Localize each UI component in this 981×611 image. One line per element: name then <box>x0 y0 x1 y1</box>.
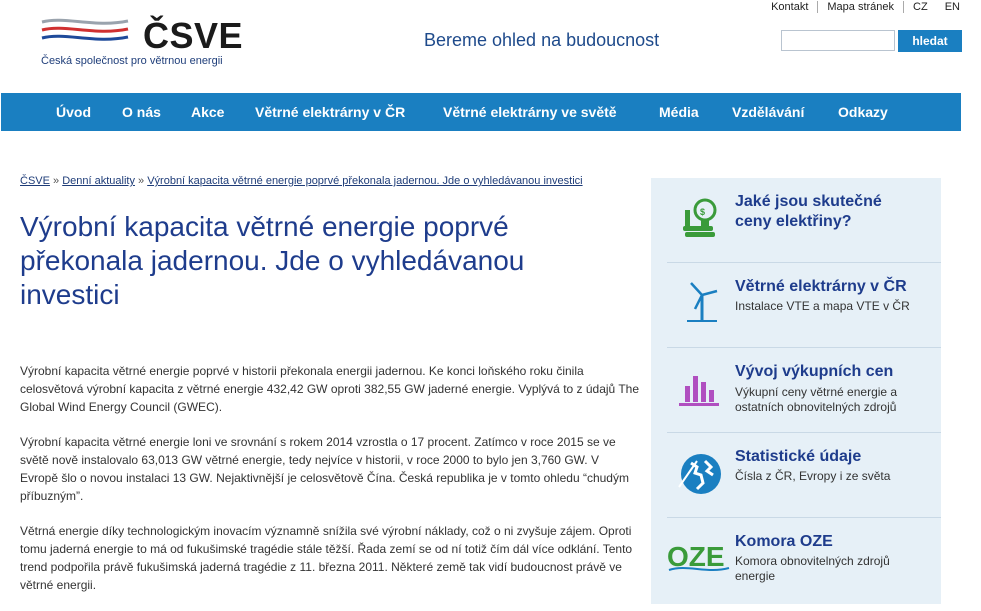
article-paragraph: Větrná energie díky technologickým inovacím významně snížila své výrobní náklady, což o ni zvyšuje zájem. Oproti tomu jaderná energie to má od fukušimské tragédie stále těžší. Řada zemí se od ní totiž čím dál více odklání. Tento trend podpořila právě fukušimská jaderná tragédie z 11. března 2011. Některé země tak vidí budoucnost právě ve větrné energii. <box>20 524 633 592</box>
logo-subtitle: Česká společnost pro větrnou energii <box>41 55 223 67</box>
search-form <box>781 30 962 52</box>
tagline: Bereme ohled na budoucnost <box>424 30 660 50</box>
sidebar-card-title: Statistické údaje <box>735 448 862 465</box>
sidebar <box>651 178 941 604</box>
svg-text:$: $ <box>700 207 706 217</box>
svg-text:OZE: OZE <box>667 541 725 572</box>
sidebar-card-subtitle: Výkupní ceny větrné energie a ostatních obnovitelných zdrojů <box>735 385 898 414</box>
article-paragraph: Výrobní kapacita větrné energie loni ve srovnání s rokem 2014 vzrostla o 17 procent. Zatímco v roce 2015 se ve světě nově instalovalo 63,013 GW větrné energie, tedy nejvíce v historii, v roce 2000 to bylo jen 3,760 GW. V Evropě šlo o novou instalaci 13 GW. Nejaktivnější je celosvětově Čína. Česká republika je v tomto ohledu “chudým příbuzným”. <box>20 435 629 503</box>
page-title: Výrobní kapacita větrné energie poprvé překonala jadernou. Jde o vyhledávanou investici <box>20 211 525 310</box>
search-button[interactable]: hledat <box>898 30 962 52</box>
nav-item-vte-svet[interactable]: Větrné elektrárny ve světě <box>443 104 617 120</box>
globe-chart-icon <box>675 451 725 497</box>
sidebar-card-title: Komora OZE <box>735 533 833 550</box>
breadcrumb-current[interactable]: Výrobní kapacita větrné energie poprvé překonala jadernou. Jde o vyhledávanou investici <box>147 175 583 187</box>
breadcrumb <box>20 175 583 187</box>
article-paragraph: Výrobní kapacita větrné energie poprvé v historii překonala energii jadernou. Ke konci loňského roku činila celosvětová výrobní kapacita z větrné energie 432,42 GW oproti 382,55 GW jaderné energie. Vyplývá to z údajů The Global Wind Energy Council (GWEC). <box>20 364 640 414</box>
sidebar-card-subtitle: Instalace VTE a mapa VTE v ČR <box>735 299 910 313</box>
logo-title: ČSVE <box>143 15 244 56</box>
breadcrumb-section[interactable]: Denní aktuality <box>62 175 135 187</box>
nav-item-vzdelavani[interactable]: Vzdělávání <box>732 104 805 120</box>
wind-turbine-icon <box>675 281 725 325</box>
sidebar-card-prices-history[interactable] <box>667 348 941 433</box>
contact-link[interactable]: Kontakt <box>771 1 809 13</box>
sidebar-card-title: Jaké jsou skutečné ceny elektřiny? <box>735 193 882 230</box>
sidebar-card-komora-oze[interactable] <box>667 518 941 604</box>
lang-cz-link[interactable]: CZ <box>913 1 928 13</box>
article-body <box>20 362 640 611</box>
site-logo[interactable] <box>40 14 244 74</box>
breadcrumb-separator: » <box>134 175 148 187</box>
bulb-money-icon <box>675 196 725 240</box>
flag-waves-icon <box>40 16 130 48</box>
bar-chart-icon <box>675 370 725 410</box>
nav-item-uvod[interactable]: Úvod <box>56 104 91 120</box>
breadcrumb-home[interactable]: ČSVE <box>20 175 50 187</box>
nav-item-vte-cr[interactable]: Větrné elektrárny v ČR <box>255 104 406 120</box>
nav-item-odkazy[interactable]: Odkazy <box>838 104 888 120</box>
lang-en-link[interactable]: EN <box>944 1 960 13</box>
top-links <box>762 0 960 14</box>
nav-item-media[interactable]: Média <box>659 104 699 120</box>
nav-item-o-nas[interactable]: O nás <box>122 104 161 120</box>
sidebar-card-vte-cr[interactable] <box>667 263 941 348</box>
nav-item-akce[interactable]: Akce <box>191 104 225 120</box>
sidebar-card-title: Vývoj výkupních cen <box>735 363 894 380</box>
breadcrumb-separator: » <box>49 175 63 187</box>
sidebar-card-title: Větrné elektrárny v ČR <box>735 278 907 295</box>
sidebar-card-subtitle: Čísla z ČR, Evropy i ze světa <box>735 469 891 483</box>
sidebar-card-statistics[interactable] <box>667 433 941 518</box>
sidebar-card-subtitle: Komora obnovitelných zdrojů energie <box>735 554 890 583</box>
sitemap-link[interactable]: Mapa stránek <box>827 1 895 13</box>
main-nav <box>1 93 961 131</box>
search-input[interactable] <box>781 30 895 51</box>
sidebar-card-prices[interactable] <box>667 178 941 263</box>
oze-logo-icon <box>667 538 731 574</box>
